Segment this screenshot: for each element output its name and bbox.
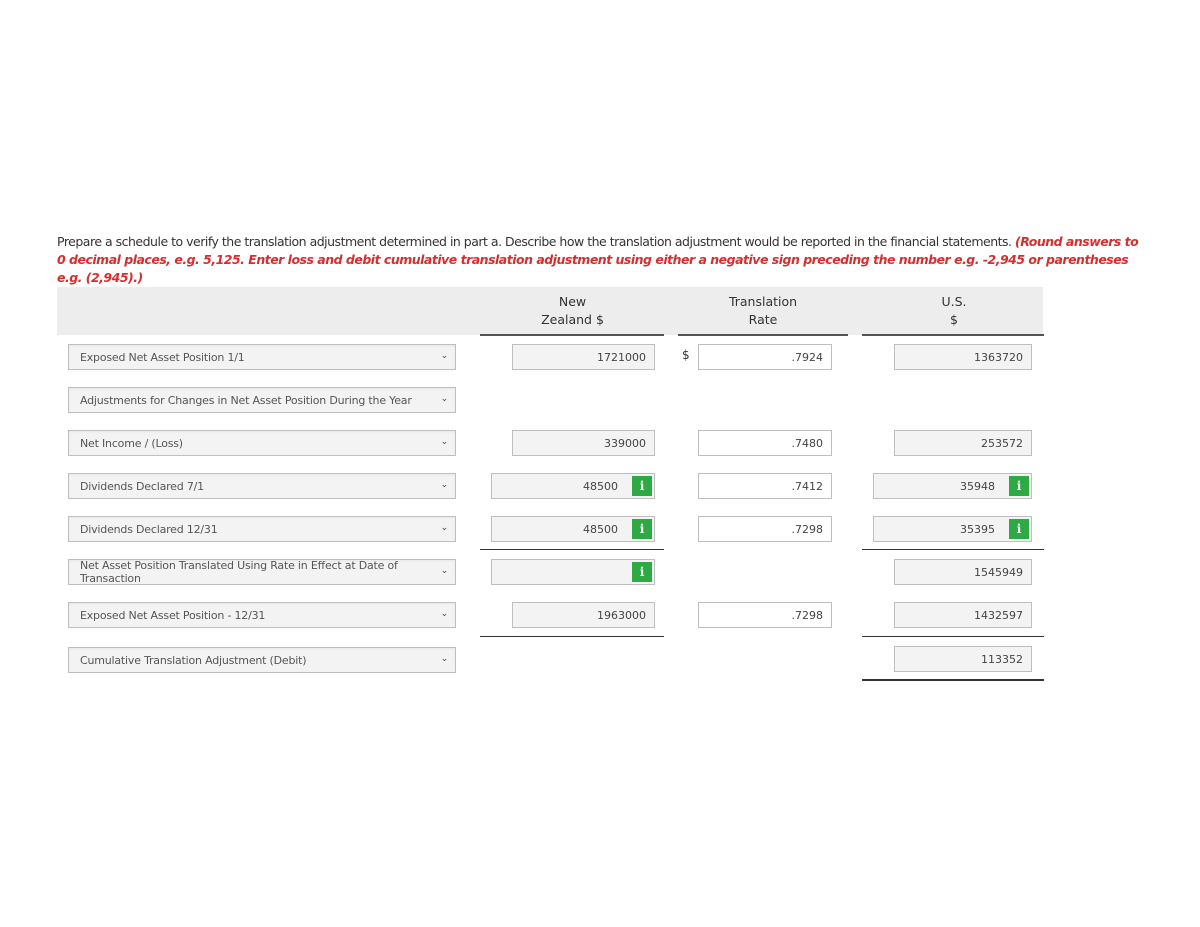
row-label-text: Exposed Net Asset Position 1/1 (80, 350, 245, 364)
row-label-select[interactable] (68, 559, 456, 585)
rate-input[interactable]: .7924 (698, 344, 832, 370)
row-label-text: Dividends Declared 7/1 (80, 479, 204, 493)
row-label-select[interactable] (68, 344, 456, 370)
instructions-text: Prepare a schedule to verify the translation adjustment determined in part a. Describe how the translation adjustment would be reported in the financial statements. (57, 234, 1012, 249)
info-icon[interactable]: i (632, 476, 652, 496)
chevron-down-icon: ⌄ (440, 523, 448, 533)
subtotal-rule-us (862, 549, 1044, 550)
nz-amount-input[interactable]: 48500 i (491, 516, 655, 542)
row-label-select[interactable] (68, 647, 456, 673)
row-label-select[interactable] (68, 387, 456, 413)
info-icon[interactable]: i (632, 562, 652, 582)
rate-input[interactable]: .7298 (698, 516, 832, 542)
column-header-us-line2: $ (950, 312, 958, 327)
chevron-down-icon: ⌄ (440, 394, 448, 404)
nz-amount-input[interactable]: 1721000 (512, 344, 655, 370)
info-icon[interactable]: i (1009, 476, 1029, 496)
column-header-rate (698, 293, 828, 329)
rounding-note: (Round answers to 0 decimal places, e.g. 5,125. Enter loss and debit cumulative translation adjustment using either a negative sign preceding the number e.g. -2,945 or parentheses e.g. (2,945).) (57, 234, 1139, 285)
column-header-us (894, 293, 1014, 329)
row-label-text: Net Income / (Loss) (80, 436, 183, 450)
us-amount-input[interactable]: 253572 (894, 430, 1032, 456)
final-rule-us (862, 679, 1044, 681)
us-amount-input[interactable]: 1545949 (894, 559, 1032, 585)
row-label-select[interactable] (68, 516, 456, 542)
column-rule-nz (480, 334, 664, 336)
chevron-down-icon: ⌄ (440, 566, 448, 576)
column-rule-rate (678, 334, 848, 336)
rate-input[interactable]: .7480 (698, 430, 832, 456)
us-amount-input[interactable]: 35395 i (873, 516, 1032, 542)
us-amount-input[interactable]: 1363720 (894, 344, 1032, 370)
info-icon[interactable]: i (632, 519, 652, 539)
rate-input[interactable]: .7298 (698, 602, 832, 628)
column-header-nz (512, 293, 633, 329)
column-header-nz-line2: Zealand $ (541, 312, 604, 327)
row-label-text: Adjustments for Changes in Net Asset Position During the Year (80, 393, 412, 407)
row-label-text: Dividends Declared 12/31 (80, 522, 218, 536)
chevron-down-icon: ⌄ (440, 654, 448, 664)
row-label-text: Net Asset Position Translated Using Rate in Effect at Date of Transaction (80, 559, 398, 585)
nz-amount-input[interactable] (491, 559, 655, 585)
us-amount-input[interactable]: 113352 (894, 646, 1032, 672)
total-rule-us (862, 636, 1044, 637)
column-header-rate-line1: Translation (728, 294, 798, 309)
row-label-select[interactable] (68, 473, 456, 499)
instructions (57, 233, 1147, 287)
chevron-down-icon: ⌄ (440, 609, 448, 619)
total-rule-nz (480, 636, 664, 637)
row-label-select[interactable] (68, 430, 456, 456)
us-amount-input[interactable]: 1432597 (894, 602, 1032, 628)
column-header-rate-line2: Rate (748, 312, 778, 327)
chevron-down-icon: ⌄ (440, 351, 448, 361)
nz-amount-input[interactable]: 1963000 (512, 602, 655, 628)
dollar-sign: $ (682, 348, 690, 362)
column-header-nz-line1: New (558, 294, 587, 309)
info-icon[interactable]: i (1009, 519, 1029, 539)
column-rule-us (862, 334, 1044, 336)
row-label-select[interactable] (68, 602, 456, 628)
row-label-text: Exposed Net Asset Position - 12/31 (80, 608, 266, 622)
chevron-down-icon: ⌄ (440, 480, 448, 490)
row-label-text: Cumulative Translation Adjustment (Debit) (80, 653, 307, 667)
nz-amount-input[interactable]: 339000 (512, 430, 655, 456)
rate-input[interactable]: .7412 (698, 473, 832, 499)
us-amount-input[interactable]: 35948 i (873, 473, 1032, 499)
subtotal-rule-nz (480, 549, 664, 550)
nz-amount-input[interactable]: 48500 i (491, 473, 655, 499)
column-header-us-line1: U.S. (941, 294, 967, 309)
chevron-down-icon: ⌄ (440, 437, 448, 447)
